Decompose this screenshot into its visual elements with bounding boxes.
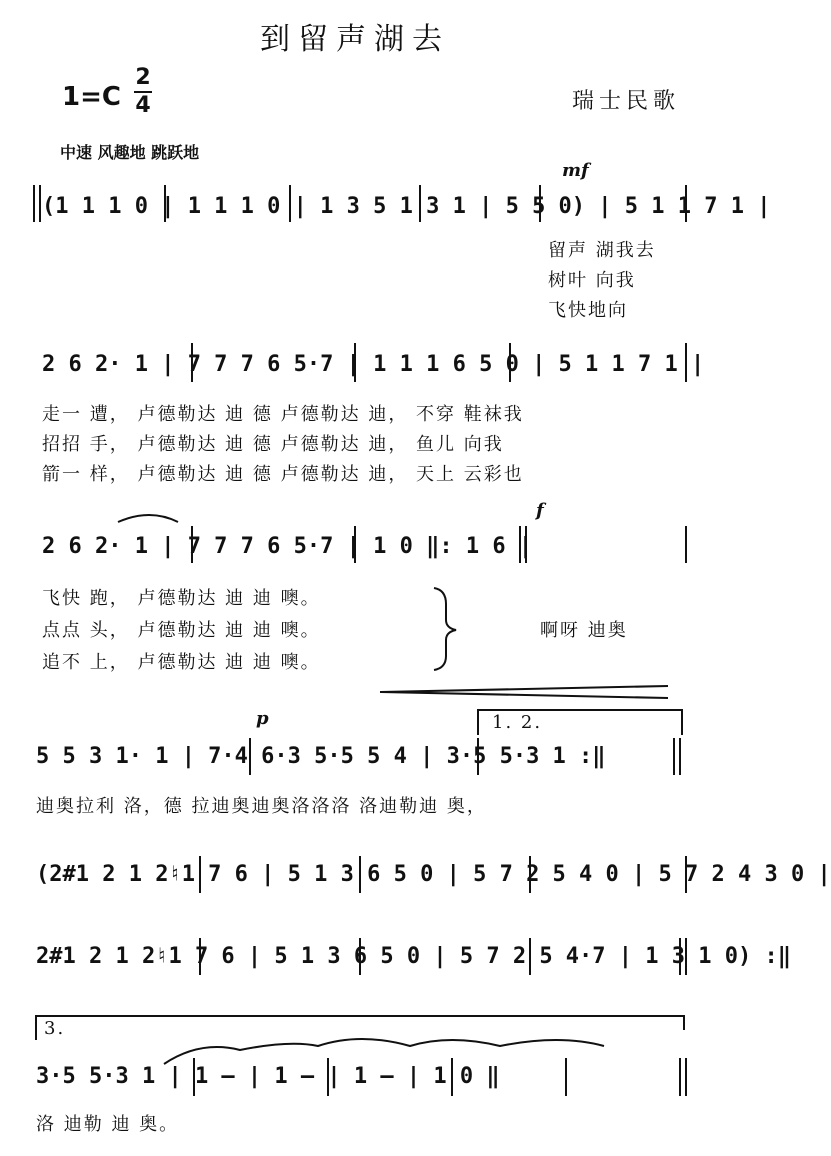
system-1-lyric-1: 留声 湖我去	[548, 240, 656, 261]
tempo-marking: 中速 风趣地 跳跃地	[60, 143, 200, 162]
time-denominator: 4	[135, 93, 151, 118]
system-2-lyric-1: 走一 遭， 卢德勒达 迪 德 卢德勒达 迪， 不穿 鞋袜我	[42, 404, 524, 425]
time-numerator: 2	[135, 65, 151, 90]
volta-bracket	[36, 1016, 684, 1040]
volta-1-2-label: 1. 2.	[492, 712, 543, 733]
system-4-notes: 5 5 3 1· 1 | 7·4 6·3 5·5 5 4 | 3·5 5·3 1 :‖	[36, 744, 606, 769]
diminuendo	[380, 686, 668, 692]
dynamic-p: p	[256, 708, 269, 729]
system-2-notes: 2 6 2· 1 | 7 7 7 6 5·7 | 1 1 1 6 5 0 | 5 1 1 7 1 |	[42, 352, 705, 377]
system-1-lyric-3: 飞快地向	[548, 300, 628, 321]
verse-brace	[434, 588, 456, 670]
system-7-lyrics: 洛 迪勒 迪 奥。	[36, 1114, 180, 1135]
diminuendo	[380, 692, 668, 698]
tie	[164, 1039, 604, 1064]
song-title: 到留声湖去	[260, 22, 450, 57]
key-signature: 1=C	[62, 82, 121, 112]
dynamic-mf: mf	[562, 160, 589, 181]
song-origin: 瑞士民歌	[572, 89, 681, 114]
system-1-lyric-2: 树叶 向我	[548, 270, 636, 291]
system-2-lyric-2: 招招 手， 卢德勒达 迪 德 卢德勒达 迪， 鱼儿 向我	[42, 434, 504, 455]
system-2-lyric-3: 箭一 样， 卢德勒达 迪 德 卢德勒达 迪， 天上 云彩也	[42, 464, 524, 485]
system-3-lyric-1: 飞快 跑， 卢德勒达 迪 迪 噢。	[42, 588, 321, 609]
system-3-notes: 2 6 2· 1 | 7 7 7 6 5·7 | 1 0 ‖: 1 6 |	[42, 534, 533, 559]
system-3-lyric-3: 追不 上， 卢德勒达 迪 迪 噢。	[42, 652, 321, 673]
volta-3-label: 3.	[44, 1018, 66, 1039]
system-1-notes: (1 1 1 0 | 1 1 1 0 | 1 3 5 1 3 1 | 5 5 0) | 5 1 1 7 1 |	[42, 194, 771, 219]
system-5-notes: (2#1 2 1 2♮1 7 6 | 5 1 3 6 5 0 | 5 7 2 5 4 0 | 5 7 2 4 3 0 |	[36, 862, 831, 887]
system-4-lyrics: 迪奥拉利 洛，德 拉迪奥迪奥洛洛洛 洛迪勒迪 奥，	[36, 796, 487, 817]
refrain-lyric: 啊呀 迪奥	[540, 620, 628, 641]
system-7-notes: 3·5 5·3 1 | 1 — | 1 — | 1 — | 1 0 ‖	[36, 1064, 500, 1089]
system-3-lyric-2: 点点 头， 卢德勒达 迪 迪 噢。	[42, 620, 321, 641]
dynamic-f: f	[536, 500, 544, 521]
slur	[118, 515, 178, 522]
system-6-notes: 2#1 2 1 2♮1 7 6 | 5 1 3 6 5 0 | 5 7 2 5 4·7 | 1 3 1 0) :‖	[36, 944, 791, 969]
